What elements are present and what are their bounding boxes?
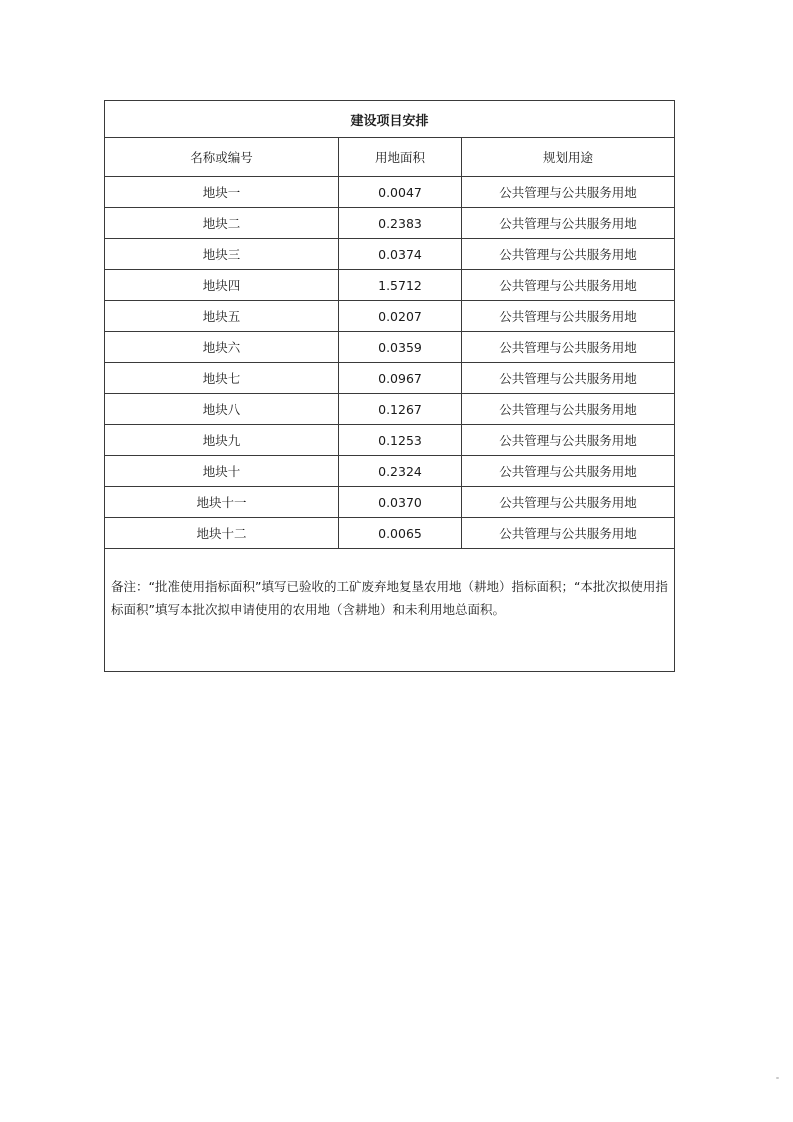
plot-use: 公共管理与公共服务用地 <box>462 425 675 456</box>
plot-use: 公共管理与公共服务用地 <box>462 394 675 425</box>
plot-use: 公共管理与公共服务用地 <box>462 518 675 549</box>
plot-area: 0.0065 <box>339 518 462 549</box>
plot-area: 0.1253 <box>339 425 462 456</box>
plot-use: 公共管理与公共服务用地 <box>462 270 675 301</box>
plot-area: 0.1267 <box>339 394 462 425</box>
table-row <box>105 208 675 239</box>
plot-name: 地块十 <box>105 456 339 487</box>
table-row <box>105 177 675 208</box>
plot-use: 公共管理与公共服务用地 <box>462 332 675 363</box>
plot-area: 0.0374 <box>339 239 462 270</box>
table-title: 建设项目安排 <box>105 101 675 138</box>
plot-name: 地块二 <box>105 208 339 239</box>
table-row <box>105 425 675 456</box>
plot-name: 地块三 <box>105 239 339 270</box>
plot-name: 地块四 <box>105 270 339 301</box>
plot-use: 公共管理与公共服务用地 <box>462 239 675 270</box>
table-note: 备注：“批准使用指标面积”填写已验收的工矿废弃地复垦农用地（耕地）指标面积；“本批次拟使用指标面积”填写本批次拟申请使用的农用地（含耕地）和未利用地总面积。 <box>105 549 675 672</box>
plot-use: 公共管理与公共服务用地 <box>462 487 675 518</box>
plot-name: 地块七 <box>105 363 339 394</box>
plot-area: 0.2383 <box>339 208 462 239</box>
plot-name: 地块十二 <box>105 518 339 549</box>
plot-name: 地块九 <box>105 425 339 456</box>
header-use: 规划用途 <box>462 138 675 177</box>
table-row <box>105 394 675 425</box>
plot-area: 0.0370 <box>339 487 462 518</box>
plot-name: 地块六 <box>105 332 339 363</box>
construction-project-table <box>104 100 675 672</box>
plot-use: 公共管理与公共服务用地 <box>462 177 675 208</box>
plot-area: 0.0967 <box>339 363 462 394</box>
plot-use: 公共管理与公共服务用地 <box>462 363 675 394</box>
table-row <box>105 363 675 394</box>
plot-use: 公共管理与公共服务用地 <box>462 208 675 239</box>
plot-name: 地块八 <box>105 394 339 425</box>
table-title-row <box>105 101 675 138</box>
header-area: 用地面积 <box>339 138 462 177</box>
table-row <box>105 518 675 549</box>
plot-area: 1.5712 <box>339 270 462 301</box>
plot-name: 地块一 <box>105 177 339 208</box>
plot-use: 公共管理与公共服务用地 <box>462 456 675 487</box>
table-row <box>105 270 675 301</box>
scan-speck <box>776 1077 779 1079</box>
note-row <box>105 549 675 672</box>
table-row <box>105 301 675 332</box>
table-row <box>105 239 675 270</box>
table-header-row <box>105 138 675 177</box>
table-row <box>105 456 675 487</box>
plot-area: 0.0047 <box>339 177 462 208</box>
plot-area: 0.0207 <box>339 301 462 332</box>
plot-name: 地块十一 <box>105 487 339 518</box>
plot-area: 0.2324 <box>339 456 462 487</box>
plot-area: 0.0359 <box>339 332 462 363</box>
table-row <box>105 332 675 363</box>
header-name: 名称或编号 <box>105 138 339 177</box>
plot-use: 公共管理与公共服务用地 <box>462 301 675 332</box>
plot-name: 地块五 <box>105 301 339 332</box>
table-row <box>105 487 675 518</box>
